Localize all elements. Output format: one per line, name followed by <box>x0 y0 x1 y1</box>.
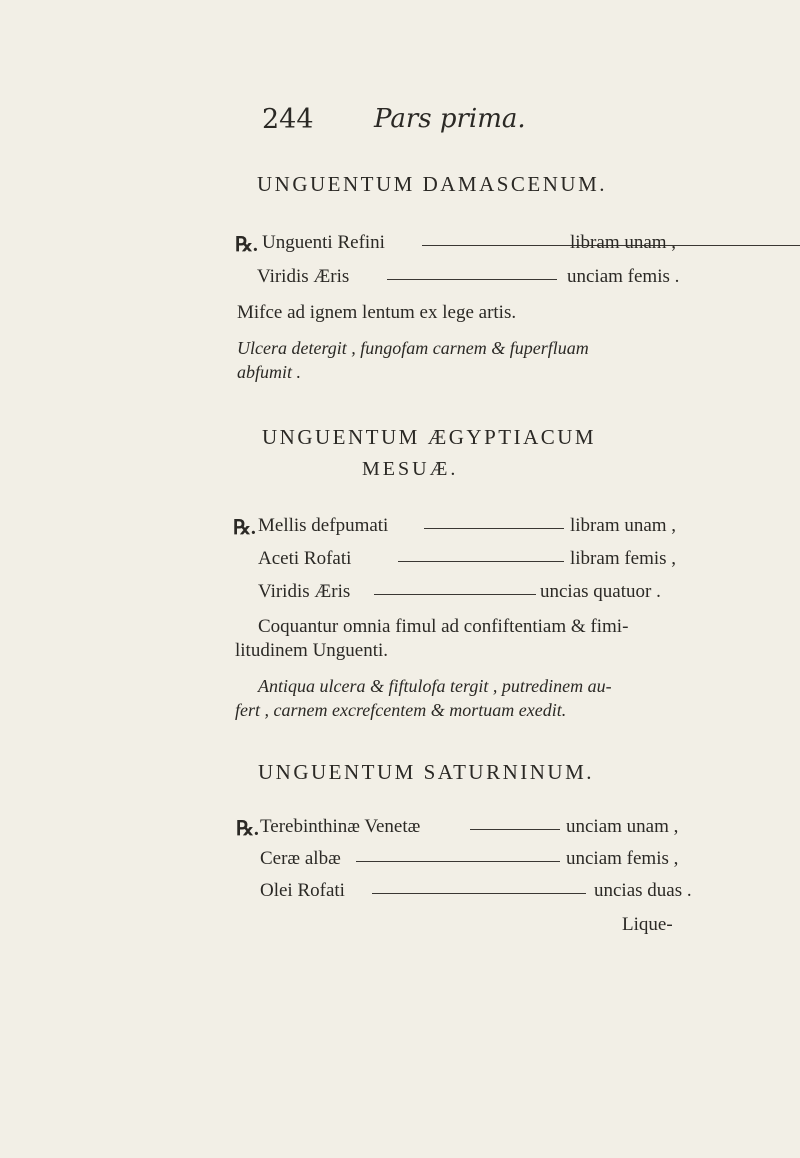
ingredient-quantity: libram unam , <box>570 232 677 253</box>
ingredient-name: Unguenti Refini <box>262 232 385 253</box>
ingredient-row <box>258 548 738 574</box>
page-number: 244 <box>262 104 314 135</box>
method-text: litudinem Unguenti. <box>235 640 389 661</box>
leader-dash <box>470 829 560 830</box>
section-subtitle: MESUÆ. <box>362 458 459 480</box>
ingredient-quantity: unciam femis . <box>567 266 680 287</box>
rx-symbol: ℞. <box>235 234 258 256</box>
section-title-saturninum: UNGUENTUM SATURNINUM. <box>258 760 594 784</box>
ingredient-row <box>257 266 732 292</box>
virtue-text: fert , carnem excrefcentem & mortuam exedit. <box>235 700 567 720</box>
ingredient-name: Aceti Rofati <box>258 548 352 569</box>
ingredient-row <box>258 515 738 541</box>
leader-dash <box>356 861 560 862</box>
virtue-text: Antiqua ulcera & fiftulofa tergit , putredinem au- <box>258 676 612 696</box>
section-title-aegyptiacum: UNGUENTUM ÆGYPTIACUM <box>262 425 597 449</box>
ingredient-row <box>262 232 732 258</box>
ingredient-quantity: unciam femis , <box>566 848 679 869</box>
leader-dash <box>374 594 536 595</box>
ingredient-row <box>260 816 740 842</box>
leader-dash <box>372 893 586 894</box>
rx-symbol: ℞. <box>236 818 259 840</box>
ingredient-quantity: uncias duas . <box>594 880 692 901</box>
ingredient-quantity: libram unam , <box>570 515 677 536</box>
method-text: Mifce ad ignem lentum ex lege artis. <box>237 302 517 323</box>
ingredient-name: Olei Rofati <box>260 880 345 901</box>
page-header <box>262 104 682 144</box>
ingredient-quantity: unciam unam , <box>566 816 679 837</box>
leader-dash <box>424 528 564 529</box>
ingredient-name: Viridis Æris <box>258 581 351 602</box>
ingredient-quantity: uncias quatuor . <box>540 581 661 602</box>
method-text: Coquantur omnia fimul ad confiftentiam & fimi- <box>258 616 629 637</box>
running-title: Pars prima. <box>374 104 526 134</box>
leader-dash <box>387 279 557 280</box>
ingredient-name: Viridis Æris <box>257 266 350 287</box>
virtue-text: abfumit . <box>237 362 302 382</box>
ingredient-row <box>260 848 740 874</box>
rx-symbol: ℞. <box>233 517 256 539</box>
virtue-text: Ulcera detergit , fungofam carnem & fuperfluam <box>237 338 589 358</box>
section-title-damascenum: UNGUENTUM DAMASCENUM. <box>257 172 608 196</box>
ingredient-quantity: libram femis , <box>570 548 677 569</box>
ingredient-row <box>260 880 740 906</box>
ingredient-row <box>258 581 738 607</box>
ingredient-name: Mellis defpumati <box>258 515 389 536</box>
ingredient-name: Ceræ albæ <box>260 848 341 869</box>
ingredient-name: Terebinthinæ Venetæ <box>260 816 421 837</box>
leader-dash <box>398 561 564 562</box>
catchword: Lique- <box>622 914 673 935</box>
